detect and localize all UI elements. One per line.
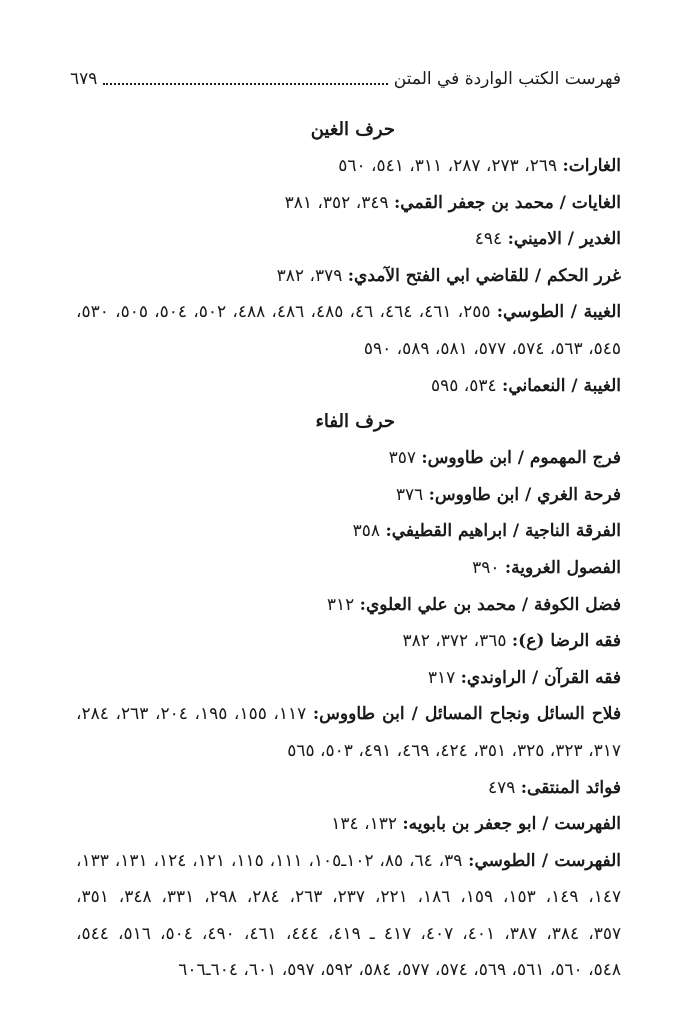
entry-title: الفهرست / الطوسي: [468, 850, 622, 871]
entry-page-refs: ٤٩٤ [474, 229, 508, 250]
entry-page-refs: ٥٣٤، ٥٩٥ [430, 375, 503, 396]
entry-page-refs: ٣١٢ [326, 594, 360, 615]
entry-page-refs: ٣٦٥، ٣٧٢، ٣٨٢ [402, 631, 512, 652]
entry-title: الغيبة / الطوسي: [496, 302, 622, 323]
index-entry [76, 513, 621, 550]
entry-page-refs: ١٣٢، ١٣٤ [331, 814, 403, 835]
running-header [70, 64, 621, 94]
entry-title: الفرقة الناجية / ابراهيم القطيفي: [385, 521, 621, 542]
index-entry [76, 185, 621, 222]
index-entry [76, 696, 621, 733]
entry-page-refs: ١١٧، ١٥٥، ١٩٥، ٢٠٤، ٢٦٣، ٢٨٤، [76, 704, 313, 725]
entry-page-refs: ٣٩٠ [472, 557, 505, 578]
entry-continuation-line: ٣٥٧، ٣٨٤، ٣٨٧، ٤٠١، ٤٠٧، ٤١٧ ـ ٤١٩، ٤٤٤، ٤٦١، ٤٩٠، ٥٠٤، ٥١٦، ٥٤٤، [76, 923, 622, 944]
entry-title: فقه القرآن / الراوندي: [460, 667, 621, 688]
index-entry [76, 221, 621, 258]
entry-title: فرحة الغري / ابن طاووس: [428, 484, 621, 505]
entry-page-refs: ٣١٧ [427, 667, 461, 688]
index-entry [76, 294, 621, 331]
entry-page-refs: ٤٧٩ [487, 777, 521, 798]
entry-page-refs: ٣٩، ٦٤، ٨٥، ١٠٢ـ١٠٥، ١١١، ١١٥، ١٢١، ١٢٤، ١٣١، ١٣٣، [76, 850, 469, 871]
entry-title: الفصول الغروية: [504, 557, 621, 578]
index-entry [76, 550, 621, 587]
index-entry [76, 770, 621, 807]
entry-continuation-line: ١٤٧، ١٤٩، ١٥٣، ١٥٩، ١٨٦، ٢٢١، ٢٣٧، ٢٦٣، ٢٨٤، ٢٩٨، ٣٣١، ٣٤٨، ٣٥١، [76, 887, 622, 908]
index-entry [76, 440, 621, 477]
index-entry [76, 148, 621, 185]
index-entry [76, 843, 621, 880]
entry-title: الغيبة / النعماني: [502, 375, 621, 396]
entry-title: الغدير / الاميني: [507, 229, 621, 250]
entry-continuation-line: ٥٤٥، ٥٦٣، ٥٧٤، ٥٧٧، ٥٨١، ٥٨٩، ٥٩٠ [363, 338, 621, 359]
entry-title: فرج المهموم / ابن طاووس: [421, 448, 621, 469]
entry-page-refs: ٣٥٨ [352, 521, 386, 542]
entry-title: الفهرست / ابو جعفر بن بابويه: [402, 814, 621, 835]
entry-page-refs: ٣٤٩، ٣٥٢، ٣٨١ [284, 192, 395, 213]
index-entry [76, 623, 621, 660]
index-entry [76, 587, 621, 624]
entry-title: غرر الحكم / للقاضي ابي الفتح الآمدي: [347, 265, 621, 286]
index-entry [76, 477, 621, 514]
index-entry [76, 368, 621, 405]
entry-title: فوائد المنتقى: [520, 777, 621, 798]
section-heading: حرف الغين [310, 119, 395, 140]
header-title: فهرست الكتب الواردة في المتن [393, 69, 621, 89]
entry-page-refs: ٣٧٩، ٣٨٢ [276, 265, 348, 286]
entry-page-refs: ٣٧٦ [395, 484, 429, 505]
entry-continuation-line: ٥٤٨، ٥٦٠، ٥٦١، ٥٦٩، ٥٧٤، ٥٧٧، ٥٨٤، ٥٩٢، ٥٩٧، ٦٠١، ٦٠٤ـ٦٠٦ [178, 960, 621, 981]
entry-title: الغارات: [562, 156, 621, 176]
index-entry [76, 258, 621, 295]
entry-page-refs: ٢٦٩، ٢٧٣، ٢٨٧، ٣١١، ٥٤١، ٥٦٠ [338, 156, 563, 176]
entry-title: فقه الرضا (ع): [511, 631, 621, 652]
entry-page-refs: ٣٥٧ [388, 448, 422, 469]
index-content [76, 112, 621, 989]
header-leader-dots [103, 53, 387, 85]
entry-title: الغايات / محمد بن جعفر القمي: [394, 192, 621, 213]
index-entry [76, 806, 621, 843]
entry-continuation-line: ٣١٧، ٣٢٣، ٣٢٥، ٣٥١، ٤٢٤، ٤٦٩، ٤٩١، ٥٠٣، ٥٦٥ [287, 740, 621, 761]
entry-page-refs: ٢٥٥، ٤٦١، ٤٦٤، ٤٦، ٤٨٥، ٤٨٦، ٤٨٨، ٥٠٢، ٥٠٤، ٥٠٥، ٥٣٠، [76, 302, 497, 323]
entry-title: فلاح السائل ونجاح المسائل / ابن طاووس: [312, 704, 622, 725]
entry-title: فضل الكوفة / محمد بن علي العلوي: [359, 594, 621, 615]
index-entry [76, 660, 621, 697]
page-number: ٦٧٩ [70, 69, 98, 89]
section-heading: حرف الفاء [315, 411, 395, 433]
